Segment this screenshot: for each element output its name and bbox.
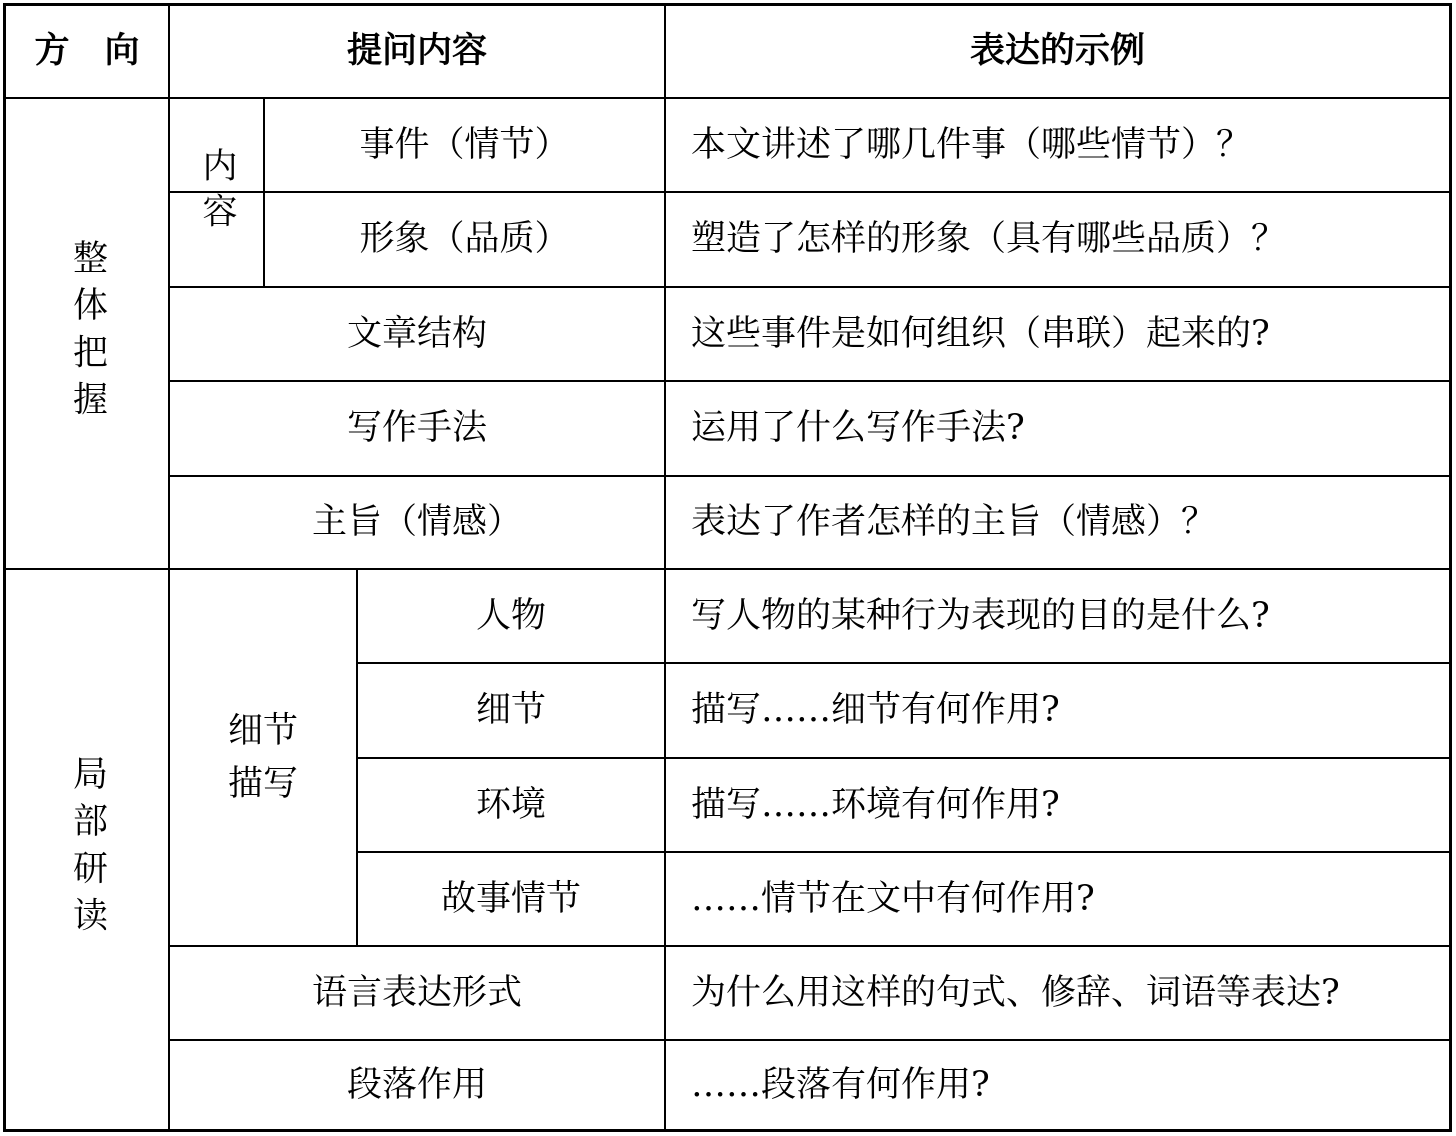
question-table xyxy=(3,3,1452,1132)
group-local xyxy=(6,570,168,1129)
topic-cell: 主旨（情感） xyxy=(311,502,522,542)
subgroup-detail-line1: 细节 xyxy=(227,711,298,751)
example-cell: 塑造了怎样的形象（具有哪些品质）？ xyxy=(691,219,1287,259)
topic-cell: 文章结构 xyxy=(346,313,487,354)
example-cell: 表达了作者怎样的主旨（情感）？ xyxy=(691,502,1217,542)
topic-cell: 写作手法 xyxy=(346,408,487,448)
topic-cell: 环境 xyxy=(475,784,546,825)
subgroup-content-label: 内容 xyxy=(197,147,237,238)
topic-cell: 细节 xyxy=(475,690,546,730)
topic-cell: 故事情节 xyxy=(440,878,581,919)
example-cell: 本文讲述了哪几件事（哪些情节）？ xyxy=(691,124,1252,165)
header-examples: 表达的示例 xyxy=(969,31,1145,71)
example-cell: 描写……环境有何作用? xyxy=(691,784,1060,825)
group-overall-label: 整体把握 xyxy=(67,239,108,428)
header-question-content: 提问内容 xyxy=(346,31,487,71)
topic-cell: 形象（品质） xyxy=(359,219,570,259)
subgroup-detail-line2: 描写 xyxy=(227,763,298,804)
header-direction: 方 向 xyxy=(34,31,140,71)
example-cell: ……情节在文中有何作用? xyxy=(691,878,1095,919)
subgroup-detail xyxy=(170,570,356,945)
example-cell: 为什么用这样的句式、修辞、词语等表达? xyxy=(691,972,1340,1013)
topic-cell: 事件（情节） xyxy=(359,124,570,165)
topic-cell: 段落作用 xyxy=(346,1064,487,1105)
group-local-label: 局部研读 xyxy=(67,755,108,944)
group-overall xyxy=(6,99,168,568)
topic-cell: 语言表达形式 xyxy=(311,972,522,1013)
example-cell: 写人物的某种行为表现的目的是什么? xyxy=(691,595,1270,636)
example-cell: ……段落有何作用? xyxy=(691,1064,990,1105)
example-cell: 运用了什么写作手法? xyxy=(691,408,1025,448)
subgroup-content xyxy=(170,99,263,286)
example-cell: 描写……细节有何作用? xyxy=(691,690,1060,730)
topic-cell: 人物 xyxy=(475,595,546,636)
example-cell: 这些事件是如何组织（串联）起来的? xyxy=(691,313,1270,354)
